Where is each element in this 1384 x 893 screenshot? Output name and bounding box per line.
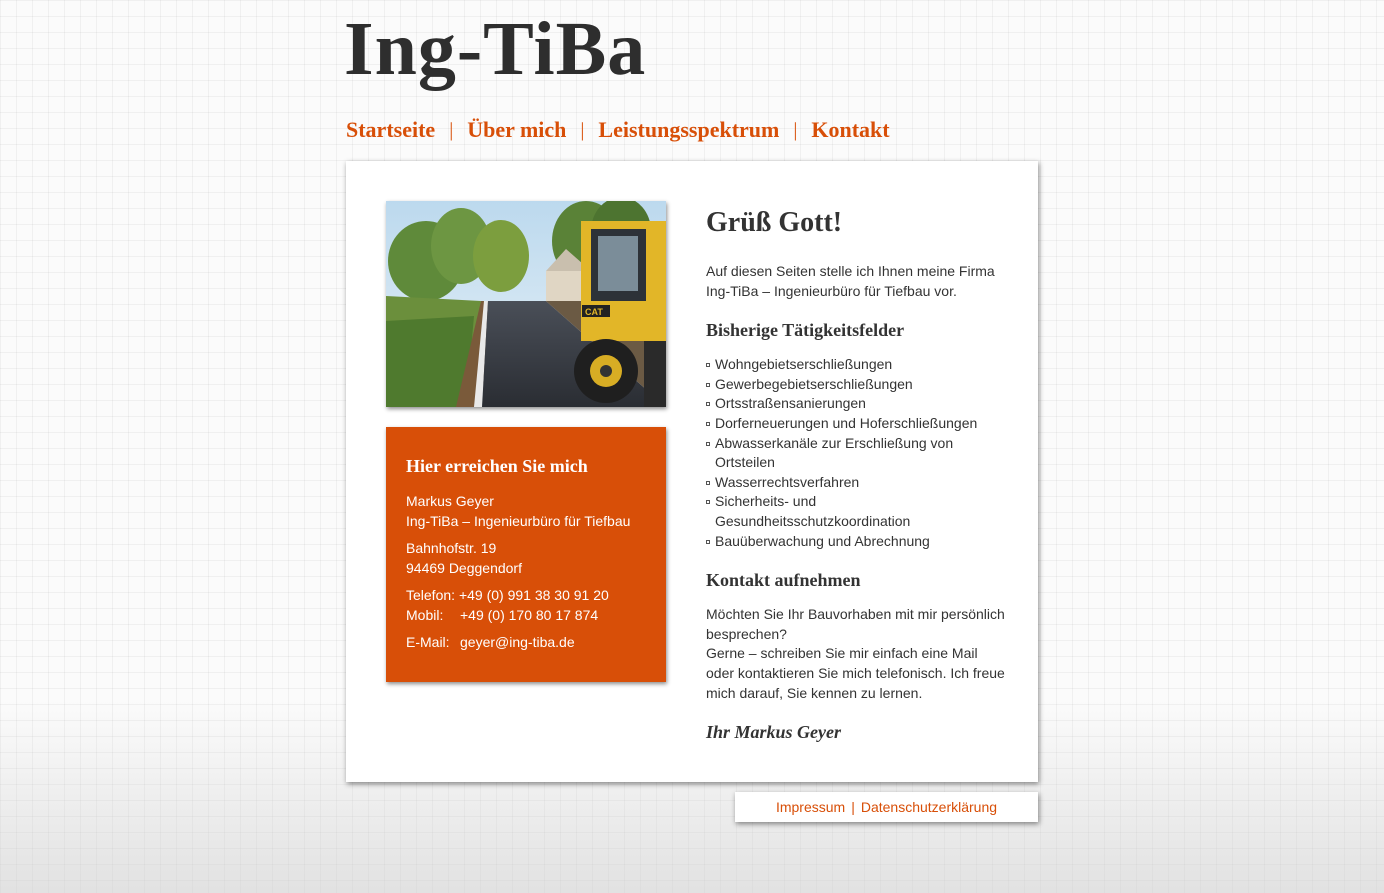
list-item: Abwasserkanäle zur Erschließung von Ortsteilen xyxy=(706,434,1006,473)
nav-startseite[interactable]: Startseite xyxy=(346,117,436,142)
list-item: Gewerbegebietserschließungen xyxy=(706,375,1006,395)
contact-text-2: Gerne – schreiben Sie mir einfach eine Mail oder kontaktieren Sie mich telefonisch. Ich freue mich darauf, Sie kennen zu lernen. xyxy=(706,645,1005,701)
contact-company: Ing-TiBa – Ingenieurbüro für Tiefbau xyxy=(406,513,631,529)
site-logo[interactable]: Ing-TiBa xyxy=(344,7,647,91)
fields-list xyxy=(706,355,1006,551)
contact-phone[interactable]: +49 (0) 991 38 30 91 20 xyxy=(458,587,609,603)
list-item: Dorferneuerungen und Hoferschließungen xyxy=(706,414,1006,434)
footer-links xyxy=(735,792,1038,822)
construction-photo-illustration xyxy=(386,201,666,407)
fields-heading: Bisherige Tätigkeitsfelder xyxy=(706,320,905,341)
contact-mobile[interactable]: +49 (0) 170 80 17 874 xyxy=(460,607,599,623)
list-item: Wasserrechtsverfahren xyxy=(706,473,1006,493)
construction-site-photo xyxy=(386,201,666,407)
contact-phone-block xyxy=(406,585,646,625)
contact-email-block xyxy=(406,632,646,652)
list-item: Sicherheits- und Gesundheitsschutzkoordination xyxy=(706,492,1006,531)
list-item: Wohngebietserschließungen xyxy=(706,355,1006,375)
nav-kontakt[interactable]: Kontakt xyxy=(811,117,890,142)
contact-phone-label: Telefon: xyxy=(406,587,456,603)
footer-separator: | xyxy=(851,799,855,815)
contact-card-title: Hier erreichen Sie mich xyxy=(406,456,588,476)
svg-text:CAT: CAT xyxy=(585,307,603,317)
nav-ueber-mich[interactable]: Über mich xyxy=(467,117,567,142)
list-item: Bauüberwachung und Abrechnung xyxy=(706,532,1006,552)
intro-text: Auf diesen Seiten stelle ich Ihnen meine Firma Ing-TiBa – Ingenieurbüro für Tiefbau vor. xyxy=(706,263,995,299)
contact-city: 94469 Deggendorf xyxy=(406,560,522,576)
contact-street: Bahnhofstr. 19 xyxy=(406,540,497,556)
main-text-column xyxy=(706,206,1006,743)
privacy-link[interactable]: Datenschutzerklärung xyxy=(860,799,998,815)
content-box xyxy=(346,161,1038,782)
nav-separator: | xyxy=(793,118,798,141)
contact-phone-row xyxy=(406,585,646,605)
contact-card xyxy=(386,427,666,682)
contact-text-1: Möchten Sie Ihr Bauvorhaben mit mir persönlich besprechen? xyxy=(706,606,1005,642)
list-item: Ortsstraßensanierungen xyxy=(706,394,1006,414)
nav-separator: | xyxy=(580,118,585,141)
contact-email-label: E-Mail: xyxy=(406,634,450,650)
contact-name-block xyxy=(406,491,646,531)
contact-mobile-label: Mobil: xyxy=(406,607,444,623)
nav-leistungsspektrum[interactable]: Leistungsspektrum xyxy=(598,117,780,142)
contact-email-row xyxy=(406,632,646,652)
page-title: Grüß Gott! xyxy=(706,207,843,238)
contact-address-block xyxy=(406,538,646,578)
contact-mobile-row xyxy=(406,605,646,625)
nav-separator: | xyxy=(449,118,454,141)
contact-heading: Kontakt aufnehmen xyxy=(706,570,861,591)
contact-name: Markus Geyer xyxy=(406,493,494,509)
contact-email-link[interactable]: geyer@ing-tiba.de xyxy=(460,634,575,650)
signature: Ihr Markus Geyer xyxy=(706,722,842,743)
main-nav xyxy=(346,117,890,143)
impressum-link[interactable]: Impressum xyxy=(775,799,846,815)
